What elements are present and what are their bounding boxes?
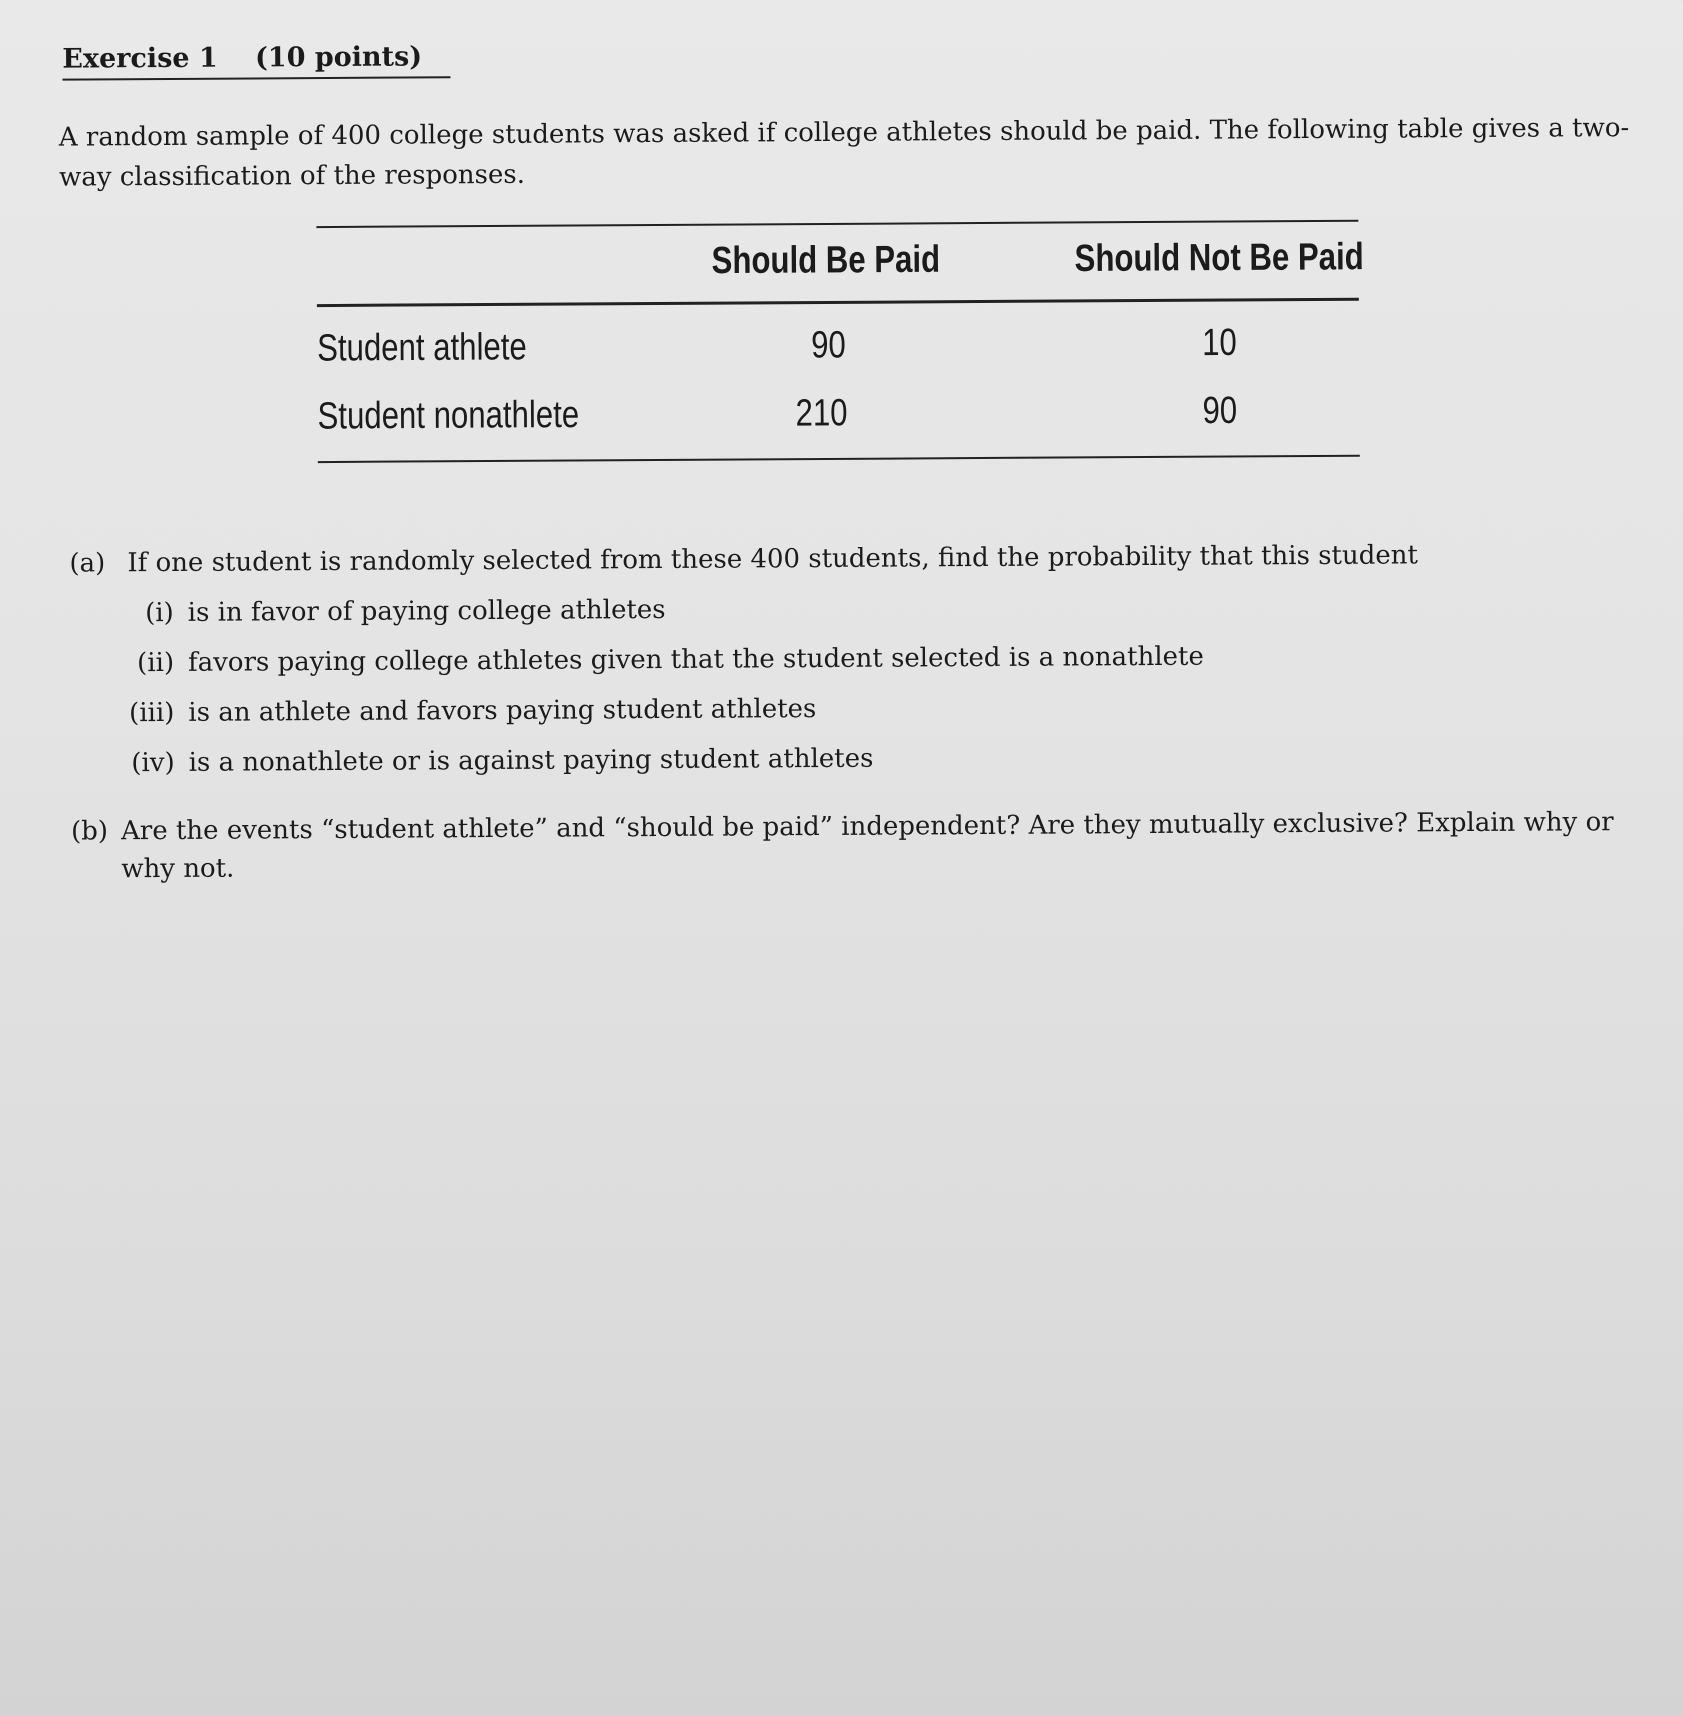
part-a-text: If one student is randomly selected from these 400 students, find the probability that this student: [127, 540, 1419, 579]
exercise-number: Exercise 1: [62, 42, 218, 75]
cell-nonathlete-not-paid: 90: [1202, 389, 1238, 433]
questions: [69, 535, 1661, 889]
part-b: [71, 803, 1661, 889]
table-header-should-not-be-paid: Should Not Be Paid: [1074, 236, 1364, 280]
table-header-should-be-paid: Should Be Paid: [711, 238, 941, 283]
part-a-label: (a): [69, 548, 106, 579]
contingency-table: [316, 220, 1364, 463]
exercise-points: (10 points): [255, 41, 423, 74]
table-header-row: [316, 222, 1364, 300]
list-item: [70, 685, 1660, 733]
problem-intro: A random sample of 400 college students was asked if college athletes should be paid. The following table gives a two-way classification of the responses.: [58, 113, 1630, 193]
table-bottom-rule: [318, 455, 1360, 463]
item-text: is an athlete and favors paying student athletes: [188, 694, 817, 728]
cell-nonathlete-paid: 210: [795, 392, 848, 435]
item-text: is in favor of paying college athletes: [187, 594, 666, 628]
cell-athlete-not-paid: 10: [1201, 321, 1237, 365]
part-b-label: (b): [70, 816, 109, 847]
part-a-items: [70, 585, 1661, 783]
table-row: [317, 309, 1359, 383]
item-text: is a nonathlete or is against paying student athletes: [188, 743, 874, 778]
cell-athlete-paid: 90: [810, 324, 846, 367]
item-label: (i): [145, 597, 174, 629]
item-label: (iv): [131, 747, 175, 779]
part-a: [69, 535, 1659, 583]
item-text: favors paying college athletes given that the student selected is a nonathlete: [187, 641, 1204, 678]
row-label-student-athlete: Student athlete: [317, 326, 527, 370]
list-item: [70, 635, 1660, 683]
row-label-student-nonathlete: Student nonathlete: [317, 393, 580, 438]
list-item: [70, 585, 1660, 633]
list-item: [71, 735, 1661, 783]
table-row: [317, 377, 1359, 451]
item-label: (iii): [129, 697, 175, 729]
part-b-text: Are the events “student athlete” and “should be paid” independent? Are they mutually exclusive? Explain why or why not.: [120, 807, 1614, 885]
item-label: (ii): [137, 647, 175, 679]
exercise-title: [62, 41, 450, 80]
